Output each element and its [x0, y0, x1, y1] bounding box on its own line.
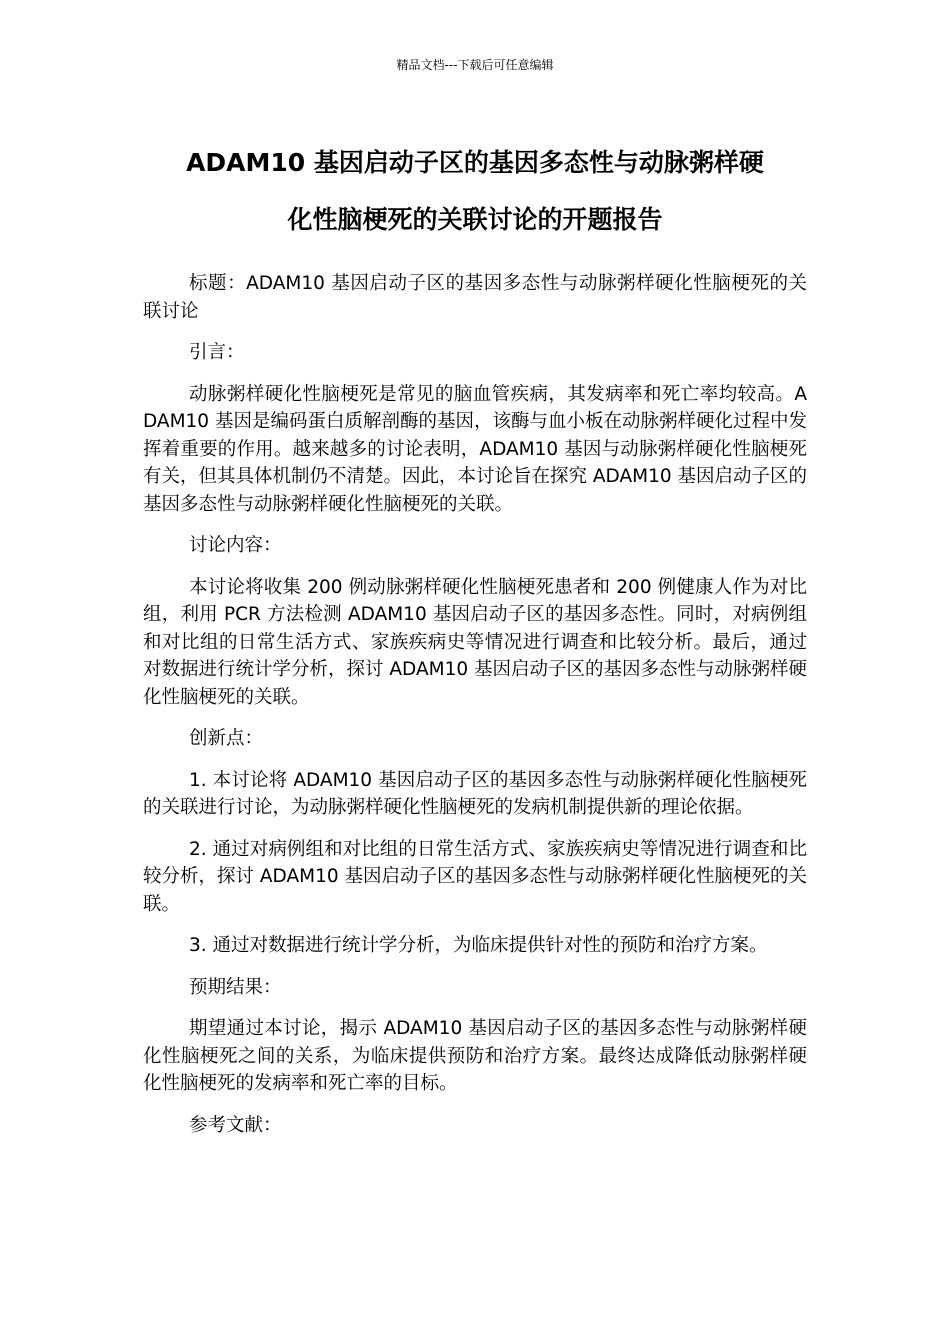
document-body	[143, 270, 807, 1153]
references-heading: 参考文献：	[189, 1114, 282, 1136]
innovation-item-3: 3. 通过对数据进行统计学分析，为临床提供针对性的预防和治疗方案。	[189, 935, 768, 956]
document-title-line-2: 化性脑梗死的关联讨论的开题报告	[287, 205, 663, 234]
page-header: 精品文档---下载后可任意编辑	[396, 58, 554, 72]
content-paragraph: 本讨论将收集 200 例动脉粥样硬化性脑梗死患者和 200 例健康人作为对比组，利用 PCR 方法检测 ADAM10 基因启动子区的基因多态性。同时，对病例组和对比组的日常生活方式、家族疾病史等情况进行调查和比较分析。最后，通过对数据进行统计学分析，探讨 ADAM10 基因启动子区的基因多态性与动脉粥样硬化性脑梗死的关联。	[143, 576, 807, 708]
introduction-paragraph: 动脉粥样硬化性脑梗死是常见的脑血管疾病，其发病率和死亡率均较高。ADAM10 基因是编码蛋白质解剖酶的基因，该酶与血小板在动脉粥样硬化过程中发挥着重要的作用。越来越多的讨论表明，ADAM10 基因与动脉粥样硬化性脑梗死有关，但其具体机制仍不清楚。因此，本讨论旨在探究 ADAM10 基因启动子区的基因多态性与动脉粥样硬化性脑梗死的关联。	[143, 383, 807, 515]
topic-paragraph: 标题：ADAM10 基因启动子区的基因多态性与动脉粥样硬化性脑梗死的关联讨论	[143, 273, 807, 322]
content-heading: 讨论内容：	[189, 535, 282, 556]
expected-results-heading: 预期结果：	[189, 976, 282, 998]
introduction-heading: 引言：	[189, 342, 245, 363]
expected-results-paragraph: 期望通过本讨论，揭示 ADAM10 基因启动子区的基因多态性与动脉粥样硬化性脑梗死之间的关系，为临床提供预防和治疗方案。最终达成降低动脉粥样硬化性脑梗死的发病率和死亡率的目标。	[143, 1018, 807, 1094]
innovation-item-2: 2. 通过对病例组和对比组的日常生活方式、家族疾病史等情况进行调查和比较分析，探讨 ADAM10 基因启动子区的基因多态性与动脉粥样硬化性脑梗死的关联。	[143, 838, 807, 915]
innovation-item-1: 1. 本讨论将 ADAM10 基因启动子区的基因多态性与动脉粥样硬化性脑梗死的关联进行讨论，为动脉粥样硬化性脑梗死的发病机制提供新的理论依据。	[143, 769, 807, 818]
document-title-line-1: ADAM10 基因启动子区的基因多态性与动脉粥样硬	[186, 148, 764, 177]
innovation-heading: 创新点：	[189, 728, 264, 749]
document-title	[120, 134, 830, 248]
